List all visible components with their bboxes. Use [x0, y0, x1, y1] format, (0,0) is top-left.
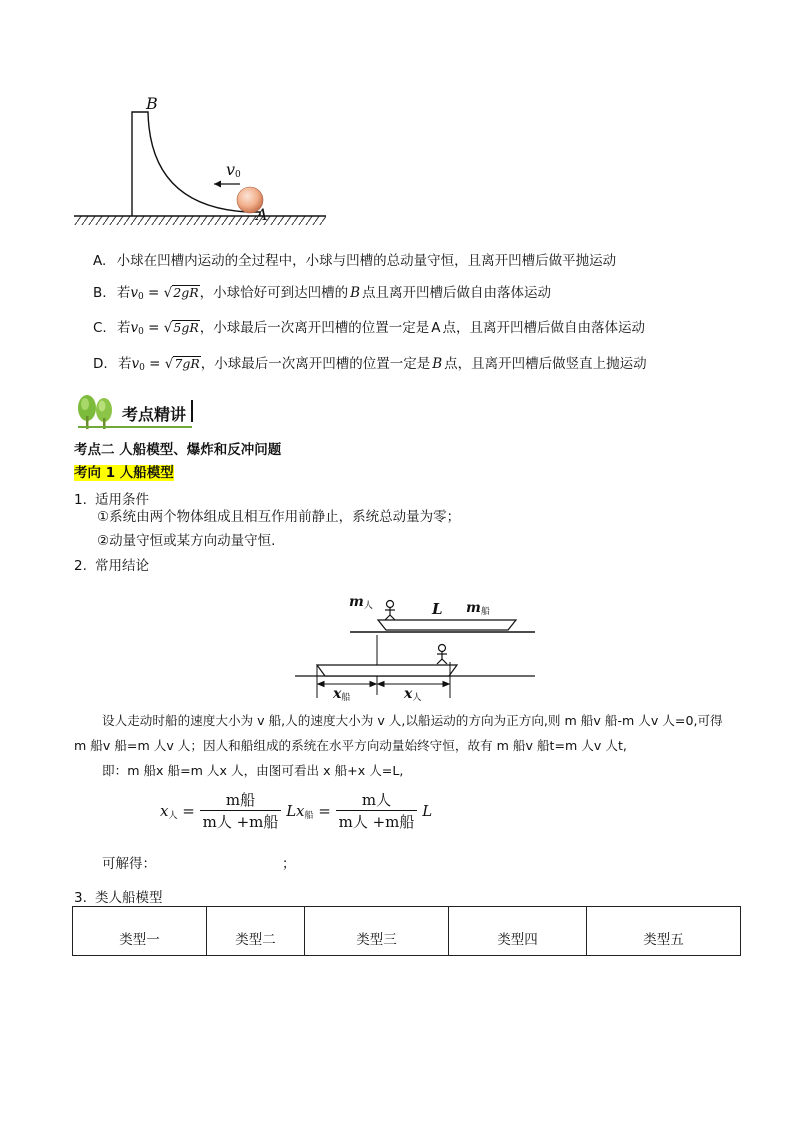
label-v0-v: v [226, 160, 236, 179]
paragraph-line-1: 设人走动时船的速度大小为 v 船,人的速度大小为 v 人,以船运动的方向为正方向,则 m 船v 船-m 人v 人=0,可得 [102, 713, 723, 728]
table-row [73, 907, 741, 956]
option-c-v: v [130, 320, 139, 336]
tree-icon [74, 392, 120, 430]
upper-person [385, 601, 395, 621]
ground-hatch [74, 216, 326, 225]
label-L: L [432, 600, 443, 618]
option-a-letter: A. [93, 253, 107, 269]
option-c-mid: ，小球最后一次离开凹槽的位置一定是 [199, 320, 430, 336]
formula-left-num: m船 [200, 790, 282, 811]
item-1-line1: ①系统由两个物体组成且相互作用前静止，系统总动量为零； [97, 509, 461, 525]
formula-right-frac [336, 790, 418, 833]
solve-semicolon: ； [282, 856, 296, 872]
option-b-eq: = [143, 285, 164, 301]
section-subtitle-text: 考向 1 人船模型 [74, 465, 174, 481]
formula-left-frac [200, 790, 282, 833]
section-title: 考点二 人船模型、爆炸和反冲问题 [74, 442, 282, 458]
label-v0 [226, 160, 241, 180]
x-person-sub: 人 [412, 693, 422, 703]
item-2-num: 2. [74, 558, 87, 574]
formula-right-num: m人 [336, 790, 418, 811]
option-d-prefix: 若 [117, 356, 132, 372]
item-1-title: 适用条件 [95, 492, 149, 508]
option-b: B. 若$v_0 = √2gR$，小球恰好可到达凹槽的 B 点且离开凹槽后做自由落体运动 [93, 285, 552, 302]
option-c-letter: C. [93, 320, 107, 336]
formula-left-den: m人 +m船 [202, 813, 279, 831]
option-c-suffix: 点，且离开凹槽后做自由落体运动 [442, 320, 646, 336]
option-d-mid: ，小球最后一次离开凹槽的位置一定是 [200, 356, 431, 372]
option-d-point: B [432, 356, 443, 372]
lower-person [437, 645, 447, 665]
option-c: C. 若$v_0 = √5gR$，小球最后一次离开凹槽的位置一定是 A 点，且离开凹槽后做自由落体运动 [93, 320, 646, 337]
formula-right-xsub: 船 [304, 811, 314, 821]
option-d-root: 7gR [174, 356, 200, 371]
table-header-cell: 类型一 [73, 907, 207, 956]
formula-left-xsub: 人 [168, 811, 178, 821]
formula-left-L: L [286, 802, 297, 820]
option-b-vsub: 0 [138, 292, 144, 302]
item-1-num: 1. [74, 492, 87, 508]
table-header-cell: 类型三 [305, 907, 449, 956]
option-b-letter: B. [93, 285, 107, 301]
banner-underline [78, 426, 192, 428]
paragraph-line-3: 即：m 船x 船=m 人x 人，由图可看出 x 船+x 人=L, [102, 763, 404, 778]
formula-left: $x_人$ = $\frac{\text{m船}}{\text{m人 +m船}}$ L [160, 791, 297, 831]
x-person-x: x [404, 686, 413, 702]
option-b-point: B [350, 285, 361, 301]
paragraph-line-2: m 船v 船=m 人v 人；因人和船组成的系统在水平方向动量始终守恒，故有 m 船v 船t=m 人v 人t, [74, 738, 627, 753]
item-3-title: 类人船模型 [95, 890, 163, 906]
label-m-person [349, 594, 373, 611]
option-d-suffix: 点，且离开凹槽后做竖直上抛运动 [444, 356, 647, 372]
table-header-cell: 类型四 [449, 907, 587, 956]
formula-right-x: x [296, 802, 305, 820]
option-b-prefix: 若 [116, 285, 131, 301]
types-table [72, 906, 741, 956]
item-2-title: 常用结论 [95, 558, 149, 574]
label-b: B [146, 94, 158, 113]
option-c-vsub: 0 [138, 327, 144, 337]
table-header-cell: 类型二 [207, 907, 305, 956]
option-d-v: v [131, 356, 140, 372]
option-d-vsub: 0 [139, 363, 145, 373]
item-3-num: 3. [74, 890, 87, 906]
table-header-cell: 类型五 [587, 907, 741, 956]
solve-label: 可解得： [102, 856, 156, 872]
upper-boat [378, 620, 516, 630]
m-boat-sub: 船 [480, 607, 490, 617]
banner [74, 392, 204, 430]
option-b-suffix: 点且离开凹槽后做自由落体运动 [362, 285, 552, 301]
formula-right-L: L [422, 802, 433, 820]
option-d-eq: = [144, 356, 165, 372]
option-c-prefix: 若 [117, 320, 131, 336]
velocity-arrowhead [214, 181, 221, 188]
option-b-mid: ，小球恰好可到达凹槽的 [199, 285, 349, 301]
option-d-letter: D. [93, 356, 108, 372]
lower-boat [317, 665, 457, 676]
groove-figure [70, 92, 330, 232]
label-a: A [256, 205, 268, 224]
m-person-m: m [349, 594, 364, 610]
m-boat-m: m [466, 600, 481, 616]
item-1-line2: ②动量守恒或某方向动量守恒. [97, 533, 276, 549]
option-a-text: 小球在凹槽内运动的全过程中，小球与凹槽的总动量守恒，且离开凹槽后做平抛运动 [116, 253, 617, 269]
option-a [93, 252, 616, 270]
label-v0-sub: 0 [235, 170, 241, 180]
option-c-root: 5gR [173, 320, 199, 335]
x-boat-x: x [333, 686, 342, 702]
label-x-boat [333, 686, 350, 703]
m-person-sub: 人 [363, 601, 373, 611]
formula-right: $x_船$ = $\frac{\text{m人}}{\text{m人 +m船}}$ L [296, 791, 433, 831]
label-x-person [404, 686, 421, 703]
banner-cursor [191, 400, 193, 422]
formula-right-den: m人 +m船 [338, 813, 415, 831]
label-m-boat [466, 600, 490, 617]
banner-title: 考点精讲 [122, 405, 187, 424]
x-boat-sub: 船 [341, 693, 351, 703]
option-b-root: 2gR [173, 285, 199, 300]
option-d: D. 若$v_0 = √7gR$，小球最后一次离开凹槽的位置一定是 B 点，且离开凹槽后做竖直上抛运动 [93, 356, 647, 373]
section-subtitle [74, 464, 174, 482]
formula-left-x: x [160, 802, 169, 820]
option-c-eq: = [143, 320, 164, 336]
option-b-v: v [130, 285, 138, 301]
option-c-point: A [431, 320, 441, 336]
